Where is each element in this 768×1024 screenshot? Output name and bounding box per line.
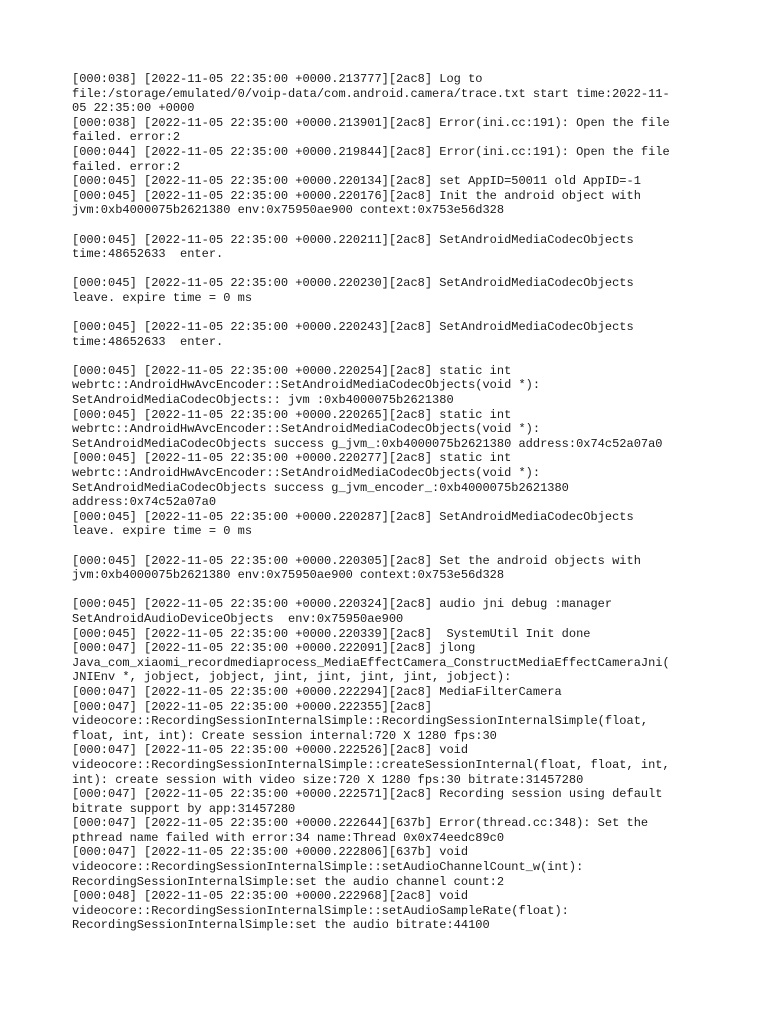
log-line: file:/storage/emulated/0/voip-data/com.android.camera/trace.txt start time:2022-11- (72, 86, 670, 101)
log-line: [000:048] [2022-11-05 22:35:00 +0000.222968][2ac8] void (72, 889, 469, 904)
log-line: [000:047] [2022-11-05 22:35:00 +0000.222526][2ac8] void (72, 743, 469, 758)
log-line: [000:047] [2022-11-05 22:35:00 +0000.222355][2ac8] (72, 699, 433, 714)
log-line: SetAndroidMediaCodecObjects success g_jvm_encoder_:0xb4000075b2621380 (72, 480, 569, 495)
log-line: [000:045] [2022-11-05 22:35:00 +0000.220324][2ac8] audio jni debug :manager (72, 597, 613, 612)
log-text-block (72, 72, 712, 933)
log-line: JNIEnv *, jobject, jobject, jint, jint, jint, jint, jobject): (72, 670, 512, 685)
blank-line (72, 218, 712, 233)
log-line: leave. expire time = 0 ms (72, 290, 253, 305)
log-line: webrtc::AndroidHwAvcEncoder::SetAndroidMediaCodecObjects(void *): (72, 466, 541, 481)
log-line: [000:045] [2022-11-05 22:35:00 +0000.220230][2ac8] SetAndroidMediaCodecObjects (72, 276, 634, 291)
log-line: pthread name failed with error:34 name:Thread 0x0x74eedc89c0 (72, 830, 505, 845)
log-line: leave. expire time = 0 ms (72, 524, 253, 539)
log-line: [000:047] [2022-11-05 22:35:00 +0000.222571][2ac8] Recording session using default (72, 787, 663, 802)
log-line: jvm:0xb4000075b2621380 env:0x75950ae900 context:0x753e56d328 (72, 568, 505, 583)
log-line: [000:047] [2022-11-05 22:35:00 +0000.222806][637b] void (72, 845, 469, 860)
log-line: int): create session with video size:720 X 1280 fps:30 bitrate:31457280 (72, 772, 584, 787)
log-line: jvm:0xb4000075b2621380 env:0x75950ae900 context:0x753e56d328 (72, 203, 505, 218)
log-line: [000:045] [2022-11-05 22:35:00 +0000.220254][2ac8] static int (72, 363, 512, 378)
log-line: videocore::RecordingSessionInternalSimple::RecordingSessionInternalSimple(float, (72, 714, 649, 729)
blank-line (72, 539, 712, 554)
log-line: [000:045] [2022-11-05 22:35:00 +0000.220339][2ac8] SystemUtil Init done (72, 626, 591, 641)
log-line: 05 22:35:00 +0000 (72, 101, 195, 116)
log-line: [000:045] [2022-11-05 22:35:00 +0000.220305][2ac8] Set the android objects with (72, 553, 641, 568)
log-line: [000:045] [2022-11-05 22:35:00 +0000.220211][2ac8] SetAndroidMediaCodecObjects (72, 232, 634, 247)
log-line: SetAndroidMediaCodecObjects:: jvm :0xb4000075b2621380 (72, 393, 454, 408)
log-line: bitrate support by app:31457280 (72, 801, 296, 816)
blank-line (72, 306, 712, 321)
log-line: [000:045] [2022-11-05 22:35:00 +0000.220243][2ac8] SetAndroidMediaCodecObjects (72, 320, 634, 335)
blank-line (72, 583, 712, 598)
log-line: [000:045] [2022-11-05 22:35:00 +0000.220277][2ac8] static int (72, 451, 512, 466)
log-line: [000:045] [2022-11-05 22:35:00 +0000.220287][2ac8] SetAndroidMediaCodecObjects (72, 509, 634, 524)
log-line: time:48652633 enter. (72, 247, 224, 262)
log-line: [000:047] [2022-11-05 22:35:00 +0000.222294][2ac8] MediaFilterCamera (72, 684, 562, 699)
log-line: [000:045] [2022-11-05 22:35:00 +0000.220176][2ac8] Init the android object with (72, 188, 641, 203)
log-line: [000:045] [2022-11-05 22:35:00 +0000.220265][2ac8] static int (72, 407, 512, 422)
blank-line (72, 349, 712, 364)
log-line: [000:045] [2022-11-05 22:35:00 +0000.220134][2ac8] set AppID=50011 old AppID=-1 (72, 174, 641, 189)
log-line: address:0x74c52a07a0 (72, 495, 217, 510)
log-line: videocore::RecordingSessionInternalSimple::setAudioSampleRate(float): (72, 903, 569, 918)
blank-line (72, 262, 712, 277)
log-line: failed. error:2 (72, 130, 181, 145)
log-line: webrtc::AndroidHwAvcEncoder::SetAndroidMediaCodecObjects(void *): (72, 422, 541, 437)
log-line: Java_com_xiaomi_recordmediaprocess_MediaEffectCamera_ConstructMediaEffectCameraJni( (72, 655, 670, 670)
log-line: time:48652633 enter. (72, 334, 224, 349)
log-line: float, int, int): Create session internal:720 X 1280 fps:30 (72, 728, 497, 743)
log-line: videocore::RecordingSessionInternalSimple::createSessionInternal(float, float, int, (72, 757, 670, 772)
log-line: [000:038] [2022-11-05 22:35:00 +0000.213901][2ac8] Error(ini.cc:191): Open the file (72, 115, 670, 130)
log-line: [000:044] [2022-11-05 22:35:00 +0000.219844][2ac8] Error(ini.cc:191): Open the file (72, 144, 670, 159)
log-line: webrtc::AndroidHwAvcEncoder::SetAndroidMediaCodecObjects(void *): (72, 378, 541, 393)
log-line: failed. error:2 (72, 159, 181, 174)
log-line: RecordingSessionInternalSimple:set the audio bitrate:44100 (72, 918, 490, 933)
log-line: [000:047] [2022-11-05 22:35:00 +0000.222091][2ac8] jlong (72, 641, 476, 656)
log-line: videocore::RecordingSessionInternalSimple::setAudioChannelCount_w(int): (72, 860, 584, 875)
log-line: SetAndroidAudioDeviceObjects env:0x75950ae900 (72, 611, 404, 626)
log-line: [000:038] [2022-11-05 22:35:00 +0000.213777][2ac8] Log to (72, 72, 483, 86)
log-line: RecordingSessionInternalSimple:set the audio channel count:2 (72, 874, 505, 889)
log-line: [000:047] [2022-11-05 22:35:00 +0000.222644][637b] Error(thread.cc:348): Set the (72, 816, 649, 831)
log-line: SetAndroidMediaCodecObjects success g_jvm_:0xb4000075b2621380 address:0x74c52a07a0 (72, 436, 663, 451)
